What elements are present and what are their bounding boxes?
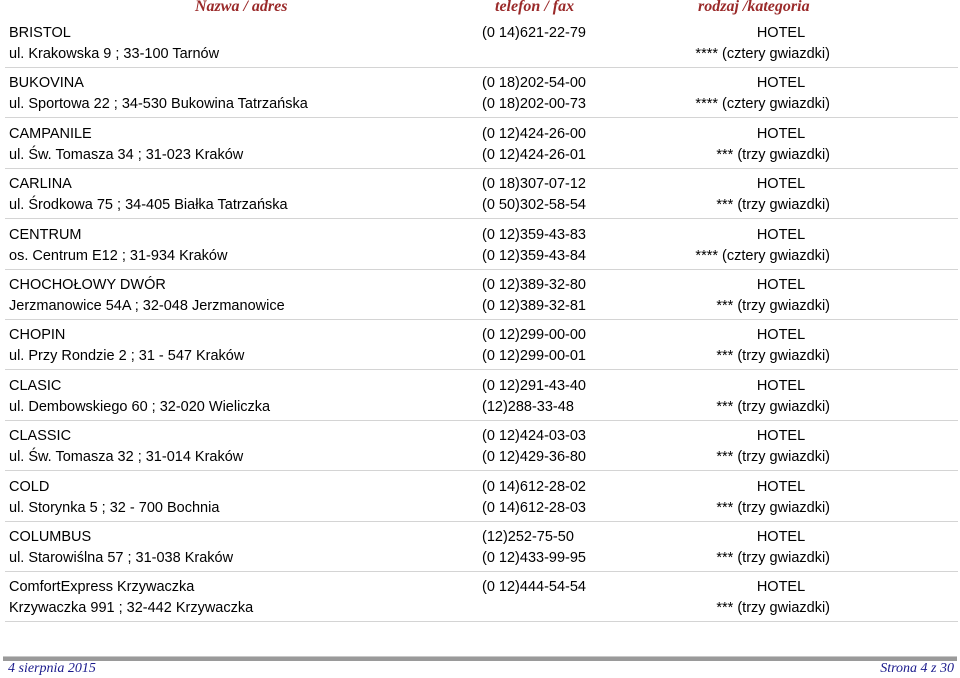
- entry-type: HOTEL: [756, 478, 806, 495]
- entry-name: BUKOVINA: [9, 75, 84, 92]
- entry-phone: (0 12)299-00-00: [482, 327, 586, 344]
- entry-category: *** (trzy gwiazdki): [716, 297, 830, 314]
- entry-category: *** (trzy gwiazdki): [716, 398, 830, 415]
- entry-address: os. Centrum E12 ; 31-934 Kraków: [9, 247, 228, 264]
- list-item: [0, 370, 960, 420]
- entry-name: CENTRUM: [9, 226, 82, 243]
- entry-type: HOTEL: [756, 125, 806, 142]
- entry-category: **** (cztery gwiazdki): [695, 46, 830, 62]
- entry-name: CLASSIC: [9, 428, 72, 445]
- list-item: [0, 219, 960, 269]
- entry-phone: (0 14)612-28-02: [482, 478, 586, 495]
- entry-phone: (0 12)359-43-83: [482, 226, 586, 243]
- entry-phone: (0 18)202-54-00: [482, 75, 586, 92]
- entry-address: ul. Storynka 5 ; 32 - 700 Bochnia: [9, 499, 220, 516]
- entry-fax: (0 50)302-58-54: [482, 197, 586, 214]
- header-category: rodzaj /kategoria: [698, 0, 810, 15]
- entry-phone: (0 12)389-32-80: [482, 276, 586, 293]
- entry-category: *** (trzy gwiazdki): [716, 197, 830, 214]
- entry-address: ul. Przy Rondzie 2 ; 31 - 547 Kraków: [9, 348, 245, 365]
- list-item: [0, 118, 960, 168]
- list-item: [0, 521, 960, 571]
- entry-name: CLASIC: [9, 377, 62, 394]
- column-header: [0, 0, 960, 18]
- entry-phone: (12)252-75-50: [482, 528, 574, 545]
- entry-phone: (0 12)424-26-00: [482, 125, 586, 142]
- entry-category: **** (cztery gwiazdki): [695, 247, 830, 264]
- entry-name: COLD: [9, 478, 50, 495]
- entry-phone: (0 14)621-22-79: [482, 25, 586, 41]
- entry-type: HOTEL: [756, 226, 806, 243]
- entry-type: HOTEL: [756, 579, 806, 596]
- list-item: [0, 17, 960, 67]
- entry-category: *** (trzy gwiazdki): [716, 348, 830, 365]
- entry-address: ul. Środkowa 75 ; 34-405 Białka Tatrzańska: [9, 197, 288, 214]
- entry-address: ul. Św. Tomasza 34 ; 31-023 Kraków: [9, 146, 244, 163]
- entry-type: HOTEL: [756, 528, 806, 545]
- entry-type: HOTEL: [756, 276, 806, 293]
- entry-address: ul. Św. Tomasza 32 ; 31-014 Kraków: [9, 449, 244, 466]
- header-phone-fax: telefon / fax: [495, 0, 575, 15]
- list-item: [0, 571, 960, 621]
- entry-category: **** (cztery gwiazdki): [695, 96, 830, 113]
- entry-address: ul. Dembowskiego 60 ; 32-020 Wieliczka: [9, 398, 271, 415]
- entry-address: ul. Starowiślna 57 ; 31-038 Kraków: [9, 549, 234, 566]
- entry-fax: (0 18)202-00-73: [482, 96, 586, 113]
- entry-fax: (0 12)424-26-01: [482, 146, 586, 163]
- list-item: [0, 319, 960, 369]
- entry-phone: (0 12)291-43-40: [482, 377, 586, 394]
- entry-fax: (0 12)359-43-84: [482, 247, 586, 264]
- entry-address: Jerzmanowice 54A ; 32-048 Jerzmanowice: [9, 297, 285, 314]
- entry-fax: (0 12)433-99-95: [482, 549, 586, 566]
- footer-page-number: Strona 4 z 30: [880, 661, 954, 676]
- header-name-address: Nazwa / adres: [195, 0, 288, 15]
- hotel-list: [0, 17, 960, 622]
- entry-fax: (0 12)429-36-80: [482, 449, 586, 466]
- footer-date: 4 sierpnia 2015: [8, 661, 96, 676]
- entry-type: HOTEL: [756, 327, 806, 344]
- entry-fax: (0 14)612-28-03: [482, 499, 586, 516]
- list-item: [0, 420, 960, 470]
- entry-phone: (0 18)307-07-12: [482, 176, 586, 193]
- list-item: [0, 269, 960, 319]
- entry-phone: (0 12)424-03-03: [482, 428, 586, 445]
- footer-divider: [3, 656, 957, 661]
- entry-type: HOTEL: [756, 75, 806, 92]
- entry-category: *** (trzy gwiazdki): [716, 449, 830, 466]
- entry-fax: (12)288-33-48: [482, 398, 574, 415]
- entry-name: COLUMBUS: [9, 528, 92, 545]
- entry-type: HOTEL: [756, 25, 806, 41]
- entry-type: HOTEL: [756, 377, 806, 394]
- entry-name: BRISTOL: [9, 25, 71, 41]
- entry-address: ul. Krakowska 9 ; 33-100 Tarnów: [9, 46, 220, 62]
- list-item: [0, 471, 960, 521]
- list-item: [0, 168, 960, 218]
- entry-category: *** (trzy gwiazdki): [716, 549, 830, 566]
- entry-name: ComfortExpress Krzywaczka: [9, 579, 195, 596]
- entry-address: Krzywaczka 991 ; 32-442 Krzywaczka: [9, 600, 254, 617]
- entry-name: CHOPIN: [9, 327, 66, 344]
- entry-fax: (0 12)299-00-01: [482, 348, 586, 365]
- entry-name: CHOCHOŁOWY DWÓR: [9, 276, 166, 293]
- entry-address: ul. Sportowa 22 ; 34-530 Bukowina Tatrzańska: [9, 96, 308, 113]
- entry-name: CAMPANILE: [9, 125, 92, 142]
- entry-category: *** (trzy gwiazdki): [716, 146, 830, 163]
- entry-phone: (0 12)444-54-54: [482, 579, 586, 596]
- entry-fax: (0 12)389-32-81: [482, 297, 586, 314]
- row-divider: [5, 621, 958, 622]
- entry-category: *** (trzy gwiazdki): [716, 499, 830, 516]
- list-item: [0, 67, 960, 117]
- entry-name: CARLINA: [9, 176, 72, 193]
- entry-type: HOTEL: [756, 176, 806, 193]
- entry-type: HOTEL: [756, 428, 806, 445]
- entry-category: *** (trzy gwiazdki): [716, 600, 830, 617]
